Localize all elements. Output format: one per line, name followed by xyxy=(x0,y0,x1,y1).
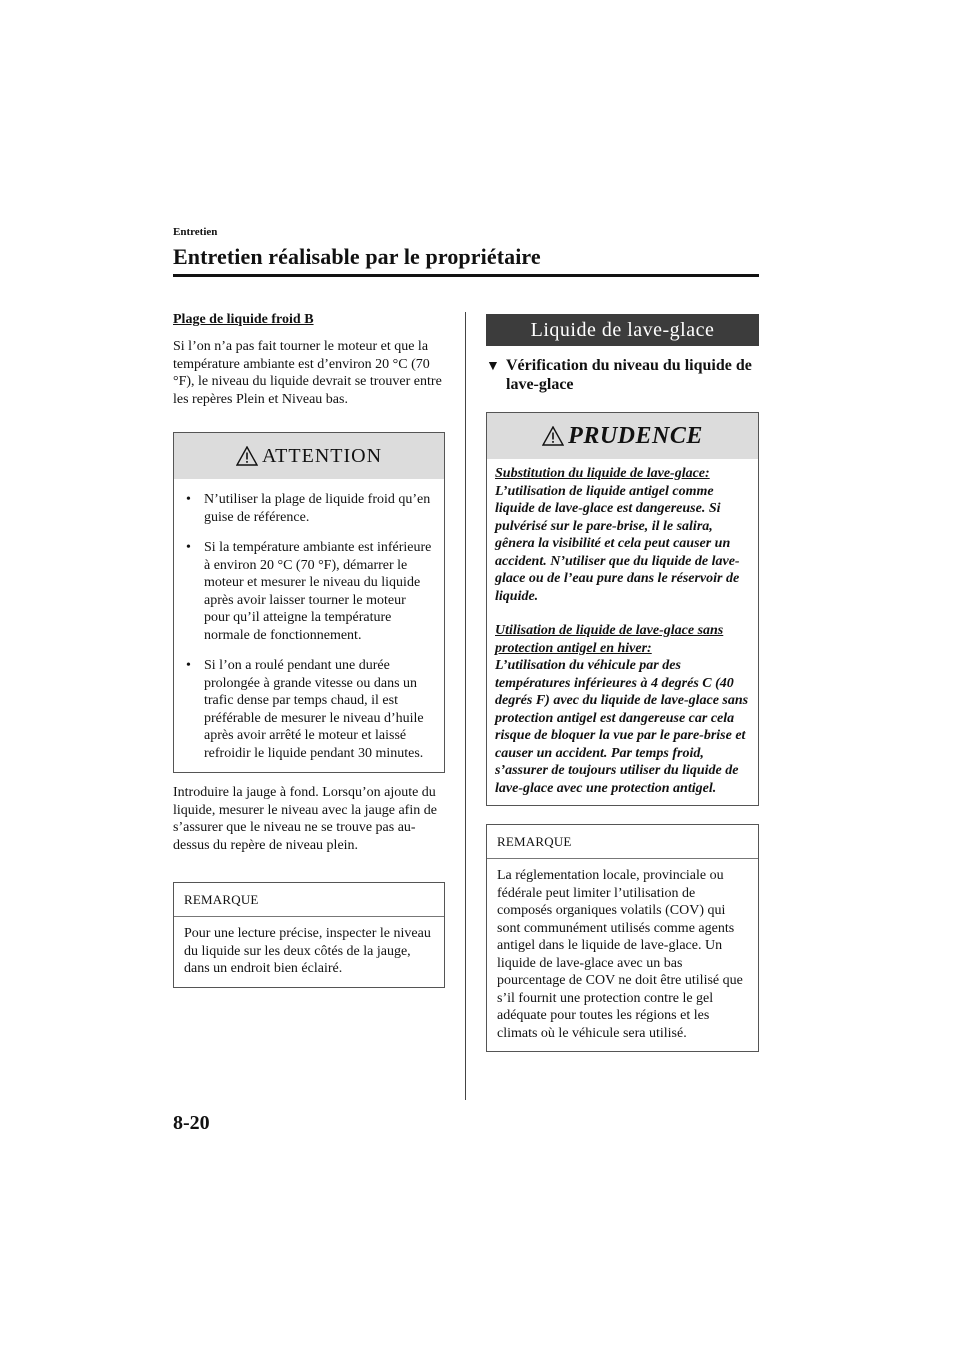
right-column xyxy=(486,314,759,1052)
note-text: La réglementation locale, provinciale ou fédérale peut limiter l’utilisation de composés organiques volatils (COV) qui sont communément utilisés comme agents antigel dans le liquide de lave-glace. Un liquide de lave-glace avec un bas pourcentage de COV ne doit être utilisé que s’il fournit une protection contre le gel adéquate pour toutes les régions et les climats où le véhicule sera utilisé. xyxy=(497,868,743,1041)
column-divider xyxy=(465,312,466,1100)
attention-box xyxy=(173,432,445,773)
page-title: Entretien réalisable par le propriétaire xyxy=(173,244,541,269)
attention-header xyxy=(174,433,444,479)
prudence-heading-winter: Utilisation de liquide de lave-glace sans protection antigel en hiver: xyxy=(495,623,724,656)
prudence-spacer xyxy=(495,605,750,622)
bullet-icon: • xyxy=(186,492,191,507)
note-box-right xyxy=(486,824,759,1052)
warning-triangle-icon xyxy=(236,446,258,466)
page-number: 8-20 xyxy=(173,1112,210,1134)
note-text: Pour une lecture précise, inspecter le niveau du liquide sur les deux côtés de la jauge, dans un endroit bien éclairé. xyxy=(184,926,431,976)
warning-triangle-icon xyxy=(542,426,564,446)
attention-title: ATTENTION xyxy=(261,444,383,467)
check-heading-text: Vérification du niveau du liquide de lave-glace xyxy=(506,357,752,393)
subheading-cold-range: Plage de liquide froid B xyxy=(173,312,314,327)
prudence-title: PRUDENCE xyxy=(568,422,703,449)
dipstick-paragraph: Introduire la jauge à fond. Lorsqu’on ajoute du liquide, mesurer le niveau avec la jauge afin de s’assurer que le niveau ne se trouve pas au-dessus du repère de niveau plein. xyxy=(173,785,437,853)
attention-item-text: Si la température ambiante est inférieure à environ 20 °C (70 °F), démarrer le moteur et mesurer le niveau du liquide après avoir laisser tourner le moteur pour qu’il atteigne la température normale de fonctionnement. xyxy=(204,540,432,643)
bullet-icon: • xyxy=(186,658,191,673)
attention-item xyxy=(184,539,434,644)
bullet-icon: • xyxy=(186,540,191,555)
prudence-header xyxy=(487,413,758,459)
prudence-text-substitution: L’utilisation de liquide antigel comme liquide de lave-glace est dangereuse. Si pulvérisé sur le pare-brise, il le salira, gênera la visibilité et cela peut causer un accident. N’utiliser que du liquide de lave-glace ou de l’eau pure dans le réservoir de liquide. xyxy=(495,483,740,604)
note-title: REMARQUE xyxy=(487,825,758,859)
prudence-box xyxy=(486,412,759,806)
attention-item xyxy=(184,491,434,526)
check-heading xyxy=(486,356,759,394)
attention-item xyxy=(184,657,434,762)
attention-item-text: N’utiliser la plage de liquide froid qu’en guise de référence. xyxy=(204,492,431,525)
title-rule xyxy=(173,274,759,277)
note-title: REMARQUE xyxy=(174,883,444,917)
attention-item-text: Si l’on a roulé pendant une durée prolongée à grande vitesse ou dans un trafic dense par temps chaud, il est préférable de mesurer le niveau d’huile après avoir arrêté le moteur et laissé refroidir le liquide pendant 30 minutes. xyxy=(204,658,424,761)
left-column xyxy=(173,312,445,988)
section-banner: Liquide de lave-glace xyxy=(486,314,759,346)
attention-body xyxy=(174,479,444,772)
prudence-body xyxy=(487,459,758,805)
section-label: Entretien xyxy=(173,226,218,238)
intro-paragraph: Si l’on n’a pas fait tourner le moteur et que la température ambiante est d’environ 20 °C (70 °F), le niveau du liquide devrait se trouver entre les repères Plein et Niveau bas. xyxy=(173,339,442,407)
down-triangle-icon: ▼ xyxy=(486,359,500,374)
prudence-text-winter: L’utilisation du véhicule par des températures inférieures à 4 degrés C (40 degrés F) avec du liquide de lave-glace sans protection antigel est dangereuse car cela risque de bloquer la vue par le pare-brise et causer un accident. Par temps froid, s’assurer de toujours utiliser du liquide de lave-glace avec une protection antigel. xyxy=(495,658,749,796)
note-box-left xyxy=(173,882,445,988)
prudence-heading-substitution: Substitution du liquide de lave-glace: xyxy=(495,466,710,481)
